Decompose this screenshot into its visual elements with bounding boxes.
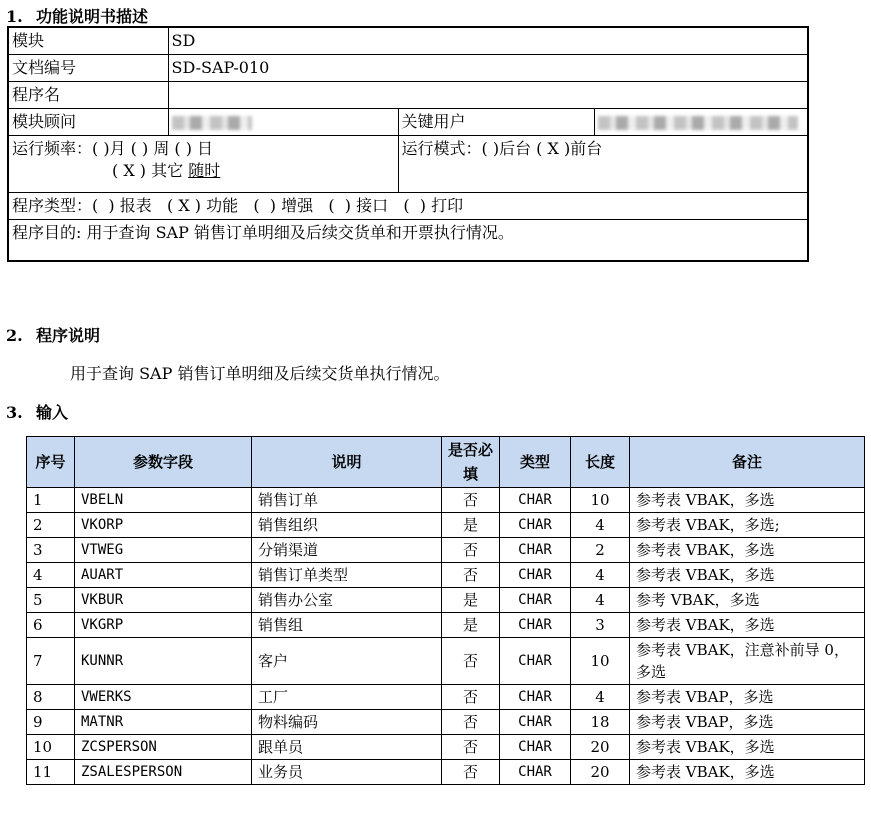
header-remark: 备注 [630, 437, 865, 488]
table-row [27, 513, 865, 538]
cell-required: 否 [442, 685, 500, 710]
cell-remark: 参考 VBAK，多选 [630, 588, 865, 613]
cell-seq: 10 [27, 735, 75, 760]
cell-seq: 1 [27, 488, 75, 513]
cell-desc: 销售办公室 [252, 588, 442, 613]
cell-remark: 参考表 VBAK，多选 [630, 538, 865, 563]
table-row [27, 563, 865, 588]
spec-row-people [8, 109, 808, 136]
cell-type: CHAR [500, 760, 571, 785]
purpose-cell: 程序目的: 用于查询 SAP 销售订单明细及后续交货单和开票执行情况。 [8, 220, 808, 262]
spec-value: SD-SAP-010 [168, 55, 808, 82]
cell-required: 是 [442, 588, 500, 613]
run-mode-cell: 运行模式：( )后台 ( X )前台 [398, 136, 808, 193]
cell-remark: 参考表 VBAK，多选 [630, 735, 865, 760]
section-title: 程序说明 [36, 326, 101, 345]
cell-required: 否 [442, 538, 500, 563]
table-row [27, 638, 865, 685]
header-field: 参数字段 [75, 437, 252, 488]
consultant-value [168, 109, 398, 136]
cell-type: CHAR [500, 638, 571, 685]
spec-row-program-type [8, 193, 808, 220]
cell-seq: 9 [27, 710, 75, 735]
section-2-heading [6, 323, 100, 346]
cell-desc: 客户 [252, 638, 442, 685]
section-title: 功能说明书描述 [36, 7, 149, 26]
cell-field: ZSALESPERSON [75, 760, 252, 785]
table-row [27, 760, 865, 785]
spec-table [7, 26, 809, 262]
cell-desc: 销售订单 [252, 488, 442, 513]
frequency-line-1: 运行频率：( )月 ( ) 周 ( ) 日 [12, 139, 214, 158]
table-row [27, 710, 865, 735]
spec-row-program-name [8, 82, 808, 109]
cell-remark: 参考表 VBAK，注意补前导 0，多选 [630, 638, 865, 685]
cell-type: CHAR [500, 538, 571, 563]
cell-field: VKGRP [75, 613, 252, 638]
cell-length: 4 [571, 513, 630, 538]
cell-seq: 2 [27, 513, 75, 538]
cell-desc: 销售组织 [252, 513, 442, 538]
cell-required: 否 [442, 710, 500, 735]
cell-field: AUART [75, 563, 252, 588]
cell-length: 10 [571, 488, 630, 513]
cell-length: 10 [571, 638, 630, 685]
cell-desc: 工厂 [252, 685, 442, 710]
table-row [27, 685, 865, 710]
table-row [27, 538, 865, 563]
spec-label: 关键用户 [398, 109, 594, 136]
cell-field: ZCSPERSON [75, 735, 252, 760]
cell-required: 否 [442, 760, 500, 785]
input-params-table [26, 436, 865, 785]
frequency-other-option: ( X ) 其它 [112, 161, 184, 180]
cell-type: CHAR [500, 613, 571, 638]
program-type-cell: 程序类型：( ) 报表 ( X ) 功能 ( ) 增强 ( ) 接口 ( ) 打印 [8, 193, 808, 220]
cell-type: CHAR [500, 710, 571, 735]
cell-desc: 跟单员 [252, 735, 442, 760]
key-user-value [594, 109, 808, 136]
cell-seq: 6 [27, 613, 75, 638]
cell-field: VKBUR [75, 588, 252, 613]
cell-remark: 参考表 VBAP，多选 [630, 685, 865, 710]
cell-field: KUNNR [75, 638, 252, 685]
cell-length: 4 [571, 685, 630, 710]
section-3-heading [6, 400, 68, 423]
cell-remark: 参考表 VBAK，多选 [630, 760, 865, 785]
cell-remark: 参考表 VBAP，多选 [630, 710, 865, 735]
cell-length: 4 [571, 563, 630, 588]
cell-length: 20 [571, 760, 630, 785]
table-header-row [27, 437, 865, 488]
section-1-heading [6, 4, 148, 27]
cell-remark: 参考表 VBAK，多选 [630, 613, 865, 638]
cell-length: 4 [571, 588, 630, 613]
header-length: 长度 [571, 437, 630, 488]
cell-field: VBELN [75, 488, 252, 513]
cell-length: 2 [571, 538, 630, 563]
cell-type: CHAR [500, 685, 571, 710]
spec-label: 文档编号 [8, 55, 168, 82]
cell-type: CHAR [500, 735, 571, 760]
section-number: 2. [6, 326, 23, 345]
cell-required: 否 [442, 488, 500, 513]
cell-remark: 参考表 VBAK，多选 [630, 488, 865, 513]
cell-field: VKORP [75, 513, 252, 538]
cell-seq: 5 [27, 588, 75, 613]
frequency-cell [8, 136, 398, 193]
spec-label: 模块顾问 [8, 109, 168, 136]
cell-seq: 11 [27, 760, 75, 785]
cell-desc: 物料编码 [252, 710, 442, 735]
frequency-other-value: 随时 [188, 161, 221, 180]
cell-field: VTWEG [75, 538, 252, 563]
cell-required: 否 [442, 638, 500, 685]
cell-desc: 业务员 [252, 760, 442, 785]
spec-row-module [8, 27, 808, 55]
header-type: 类型 [500, 437, 571, 488]
cell-length: 20 [571, 735, 630, 760]
cell-required: 是 [442, 513, 500, 538]
spec-row-doc-no [8, 55, 808, 82]
cell-remark: 参考表 VBAK，多选 [630, 563, 865, 588]
table-row [27, 735, 865, 760]
cell-type: CHAR [500, 513, 571, 538]
cell-length: 18 [571, 710, 630, 735]
spec-value [168, 82, 808, 109]
cell-type: CHAR [500, 488, 571, 513]
header-seq: 序号 [27, 437, 75, 488]
section-number: 1. [6, 7, 23, 26]
cell-seq: 7 [27, 638, 75, 685]
frequency-line-2 [12, 160, 395, 182]
cell-required: 否 [442, 735, 500, 760]
cell-desc: 销售组 [252, 613, 442, 638]
header-required: 是否必填 [442, 437, 500, 488]
cell-field: VWERKS [75, 685, 252, 710]
cell-seq: 3 [27, 538, 75, 563]
redacted-name [598, 116, 798, 130]
cell-seq: 4 [27, 563, 75, 588]
cell-length: 3 [571, 613, 630, 638]
cell-desc: 销售订单类型 [252, 563, 442, 588]
spec-label: 程序名 [8, 82, 168, 109]
section-title: 输入 [36, 403, 69, 422]
table-row [27, 613, 865, 638]
program-description: 用于查询 SAP 销售订单明细及后续交货单执行情况。 [70, 364, 450, 383]
cell-seq: 8 [27, 685, 75, 710]
header-desc: 说明 [252, 437, 442, 488]
spec-value: SD [168, 27, 808, 55]
cell-required: 否 [442, 563, 500, 588]
spec-row-frequency [8, 136, 808, 193]
cell-field: MATNR [75, 710, 252, 735]
spec-row-purpose [8, 220, 808, 262]
cell-remark: 参考表 VBAK，多选; [630, 513, 865, 538]
section-number: 3. [6, 403, 23, 422]
table-row [27, 588, 865, 613]
redacted-name [172, 116, 252, 130]
cell-type: CHAR [500, 588, 571, 613]
cell-desc: 分销渠道 [252, 538, 442, 563]
spec-label: 模块 [8, 27, 168, 55]
cell-type: CHAR [500, 563, 571, 588]
cell-required: 是 [442, 613, 500, 638]
table-row [27, 488, 865, 513]
